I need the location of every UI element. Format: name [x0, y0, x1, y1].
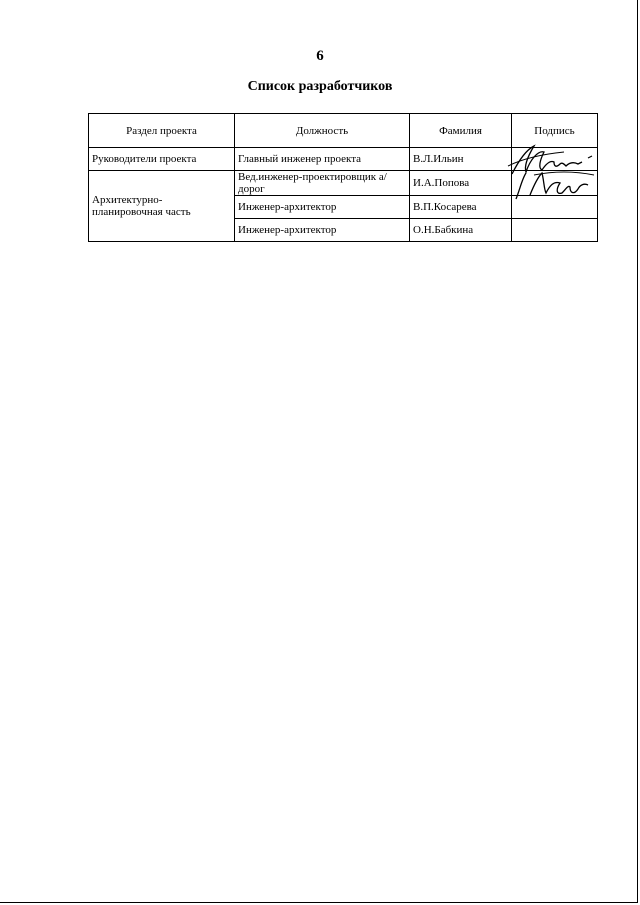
signature-popova	[504, 165, 604, 207]
header-section: Раздел проекта	[89, 114, 235, 148]
developers-table	[88, 113, 598, 242]
cell-surname: В.П.Косарева	[410, 196, 512, 219]
document-title: Список разработчиков	[247, 79, 393, 94]
page-number: 6	[316, 48, 324, 64]
cell-surname: И.А.Попова	[410, 171, 512, 196]
header-surname: Фамилия	[410, 114, 512, 148]
table-row	[89, 171, 598, 196]
cell-position: Вед.инженер-проектировщик а/дорог	[235, 171, 410, 196]
header-position: Должность	[235, 114, 410, 148]
cell-position: Инженер-архитектор	[235, 196, 410, 219]
header-signature: Подпись	[512, 114, 598, 148]
cell-section: Руководители проекта	[89, 148, 235, 171]
cell-signature	[512, 219, 598, 242]
cell-position: Главный инженер проекта	[235, 148, 410, 171]
cell-surname: В.Л.Ильин	[410, 148, 512, 171]
cell-section: Архитектурно-планировочная часть	[89, 171, 235, 242]
cell-surname: О.Н.Бабкина	[410, 219, 512, 242]
cell-signature	[512, 171, 598, 196]
cell-position: Инженер-архитектор	[235, 219, 410, 242]
